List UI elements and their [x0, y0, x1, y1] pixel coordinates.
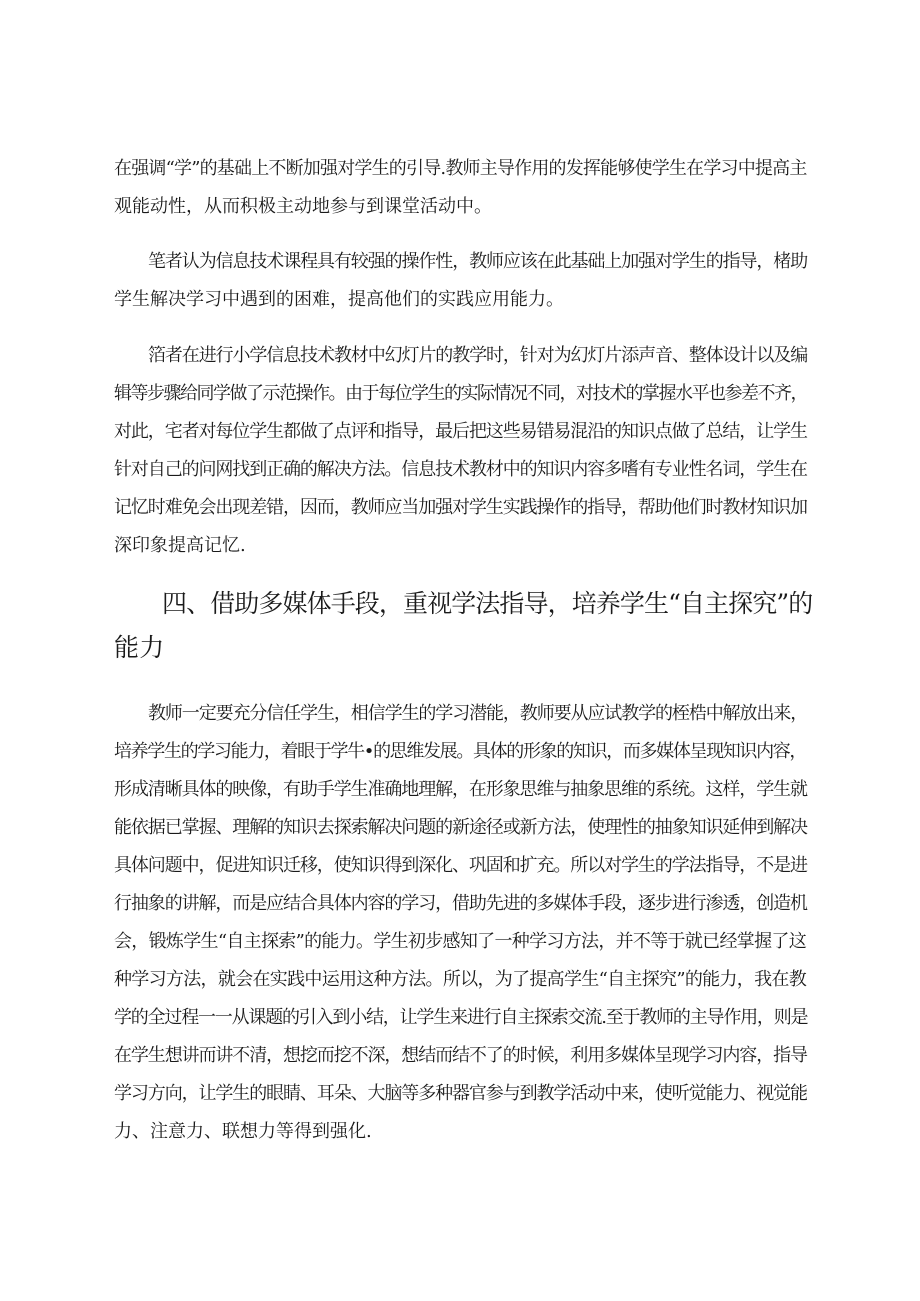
paragraph-line: 箔者在进行小学信息技术教材中幻灯片的教学时，针对为幻灯片添声音、整体设计以及编: [148, 345, 808, 366]
paragraph-line: 会，锻炼学生“自主探索”的能力。学生初步感知了一种学习方法，并不等于就已经掌握了这: [114, 931, 806, 952]
paragraph-line: 种学习方法，就会在实践中运用这种方法。所以，为了提高学生“自主探究”的能力，我在教: [114, 969, 806, 990]
paragraph-line: 记忆时难免会出现差错，因而，教师应当加强对学生实践操作的指导，帮助他们时教材知识加: [114, 497, 807, 518]
paragraph-line: 行抽象的讲解，而是应结合具体内容的学习，借助先进的多媒体手段，逐步进行渗透，创造机: [114, 893, 807, 914]
paragraph-line: 教师一定要充分信任学生，相信学生的学习潜能，教师要从应试教学的桎梏中解放出来，: [148, 703, 808, 724]
paragraph-line: 学习方向，让学生的眼睛、耳朵、大脑等多种器官参与到教学活动中来，使听觉能力、视觉能: [114, 1083, 807, 1104]
paragraph-line: 深印象提高记忆.: [114, 535, 246, 556]
paragraph-line: 形成清晰具体的映像，有助手学生准确地理解，在形象思维与抽象思维的系统。这样，学生就: [114, 779, 807, 800]
paragraph-line: 对此，宅者对每位学生都做了点评和指导，最后把这些易错易混沿的知识点做了总结，让学生: [114, 421, 807, 442]
section-heading-line: 能力: [114, 633, 165, 662]
paragraph-line: 学的全过程一一从课题的引入到小结，让学生来进行自主探索交流.至于教师的主导作用，则是: [114, 1007, 808, 1028]
section-heading-line: 四、借助多媒体手段，重视学法指导，培养学生“自主探究”的: [162, 589, 813, 618]
paragraph-line: 培养学生的学习能力，着眼于学牛•的思维发展。具体的形象的知识，而多媒体呈现知识内容，: [114, 741, 806, 762]
paragraph-line: 在学生想讲而讲不清，想挖而挖不深，想结而结不了的时候，利用多媒体呈现学习内容，指导: [114, 1045, 807, 1066]
paragraph-line: 学生解决学习中遇到的困难，提高他们的实践应用能力。: [114, 289, 564, 310]
paragraph-line: 在强调“学”的基础上不断加强对学生的引导.教师主导作用的发挥能够使学生在学习中提高主: [114, 158, 807, 179]
paragraph-line: 观能动性，从而积极主动地参与到课堂活动中。: [114, 196, 492, 217]
paragraph-line: 辑等步骤给同学做了示范操作。由于每位学生的实际情况不同，对技术的掌握水平也参差不齐，: [114, 383, 807, 404]
paragraph-line: 能依据已掌握、理解的知识去探索解决问题的新途径或新方法，使理性的抽象知识延伸到解决: [114, 817, 807, 838]
paragraph-line: 针对自己的问网找到正确的解决方法。信息技术教材中的知识内容多嗜有专业性名词，学生在: [114, 459, 807, 480]
paragraph-line: 具体问题中，促进知识迁移，使知识得到深化、巩固和扩充。所以对学生的学法指导，不是进: [114, 855, 807, 876]
paragraph-line: 笔者认为信息技术课程具有较强的操作性，教师应该在此基础上加强对学生的指导，楮助: [148, 251, 808, 272]
paragraph-line: 力、注意力、联想力等得到强化.: [114, 1121, 372, 1142]
